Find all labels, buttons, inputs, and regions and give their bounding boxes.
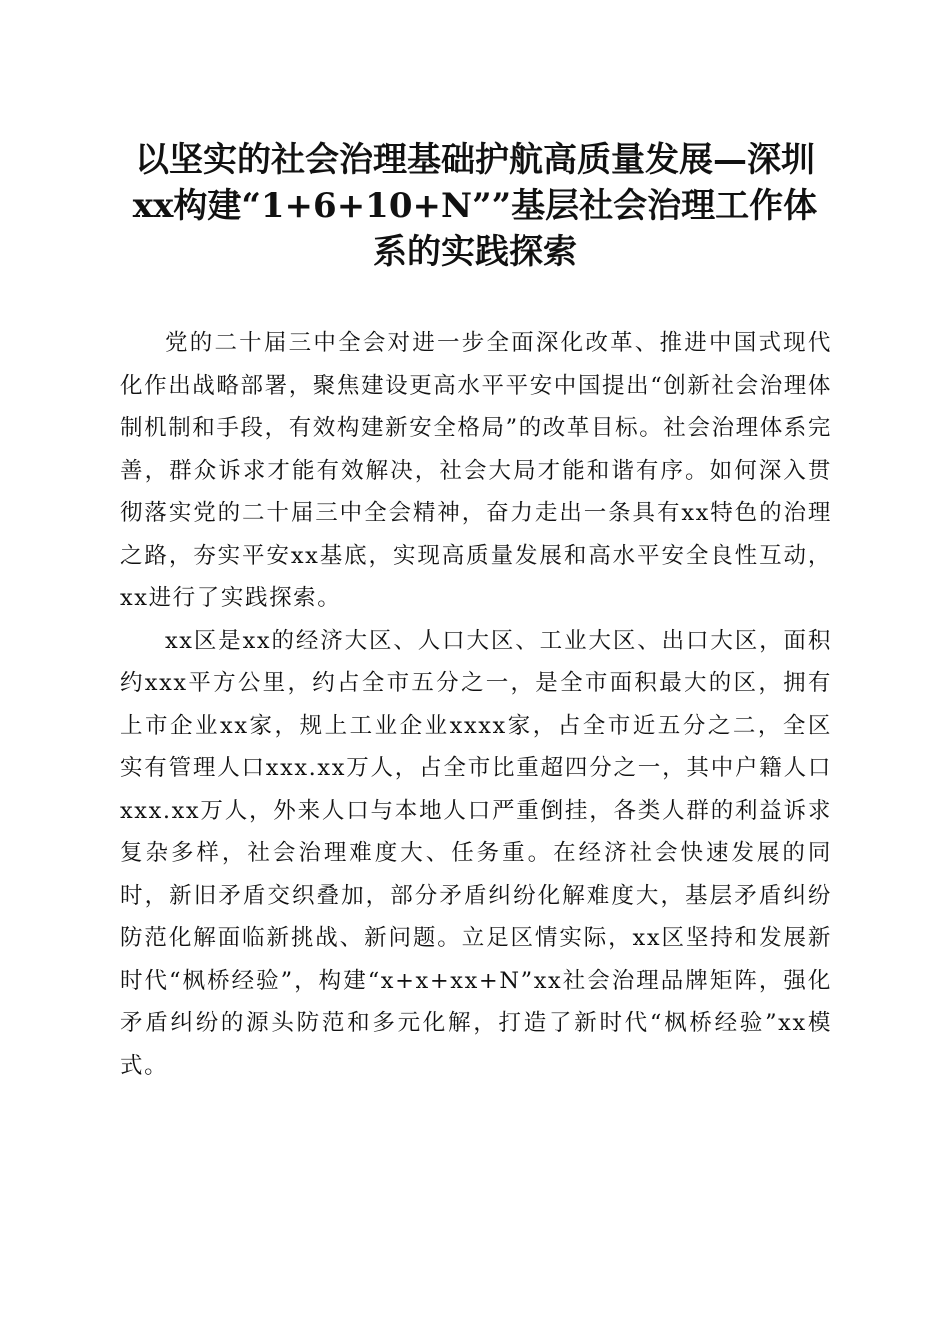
paragraph-1: 党的二十届三中全会对进一步全面深化改革、推进中国式现代化作出战略部署，聚焦建设更高水平平安中国提出“创新社会治理体制机制和手段，有效构建新安全格局”的改革目标。社会治理体系完善，群众诉求才能有效解决，社会大局才能和谐有序。如何深入贯彻落实党的二十届三中全会精神，奋力走出一条具有xx特色的治理之路，夯实平安xx基底，实现高质量发展和高水平安全良性互动，xx进行了实践探索。 xyxy=(120,330,833,611)
document-title xyxy=(100,137,850,275)
document-body xyxy=(120,322,832,1087)
paragraph-2: xx区是xx的经济大区、人口大区、工业大区、出口大区，面积约xxx平方公里，约占全市五分之一，是全市面积最大的区，拥有上市企业xx家，规上工业企业xxxx家，占全市近五分之二，全区实有管理人口xxx.xx万人，占全市比重超四分之一，其中户籍人口xxx.xx万人，外来人口与本地人口严重倒挂，各类人群的利益诉求复杂多样，社会治理难度大、任务重。在经济社会快速发展的同时，新旧矛盾交织叠加，部分矛盾纠纷化解难度大，基层矛盾纠纷防范化解面临新挑战、新问题。立足区情实际，xx区坚持和发展新时代“枫桥经验”，构建“x+x+xx+N”xx社会治理品牌矩阵，强化矛盾纠纷的源头防范和多元化解，打造了新时代“枫桥经验”xx模式。 xyxy=(120,627,832,1079)
title-line-3: 系的实践探索 xyxy=(373,232,577,272)
title-line-2: xx构建“1+6+10+N””基层社会治理工作体 xyxy=(132,186,818,226)
title-line-1: 以坚实的社会治理基础护航高质量发展—深圳 xyxy=(135,140,815,180)
